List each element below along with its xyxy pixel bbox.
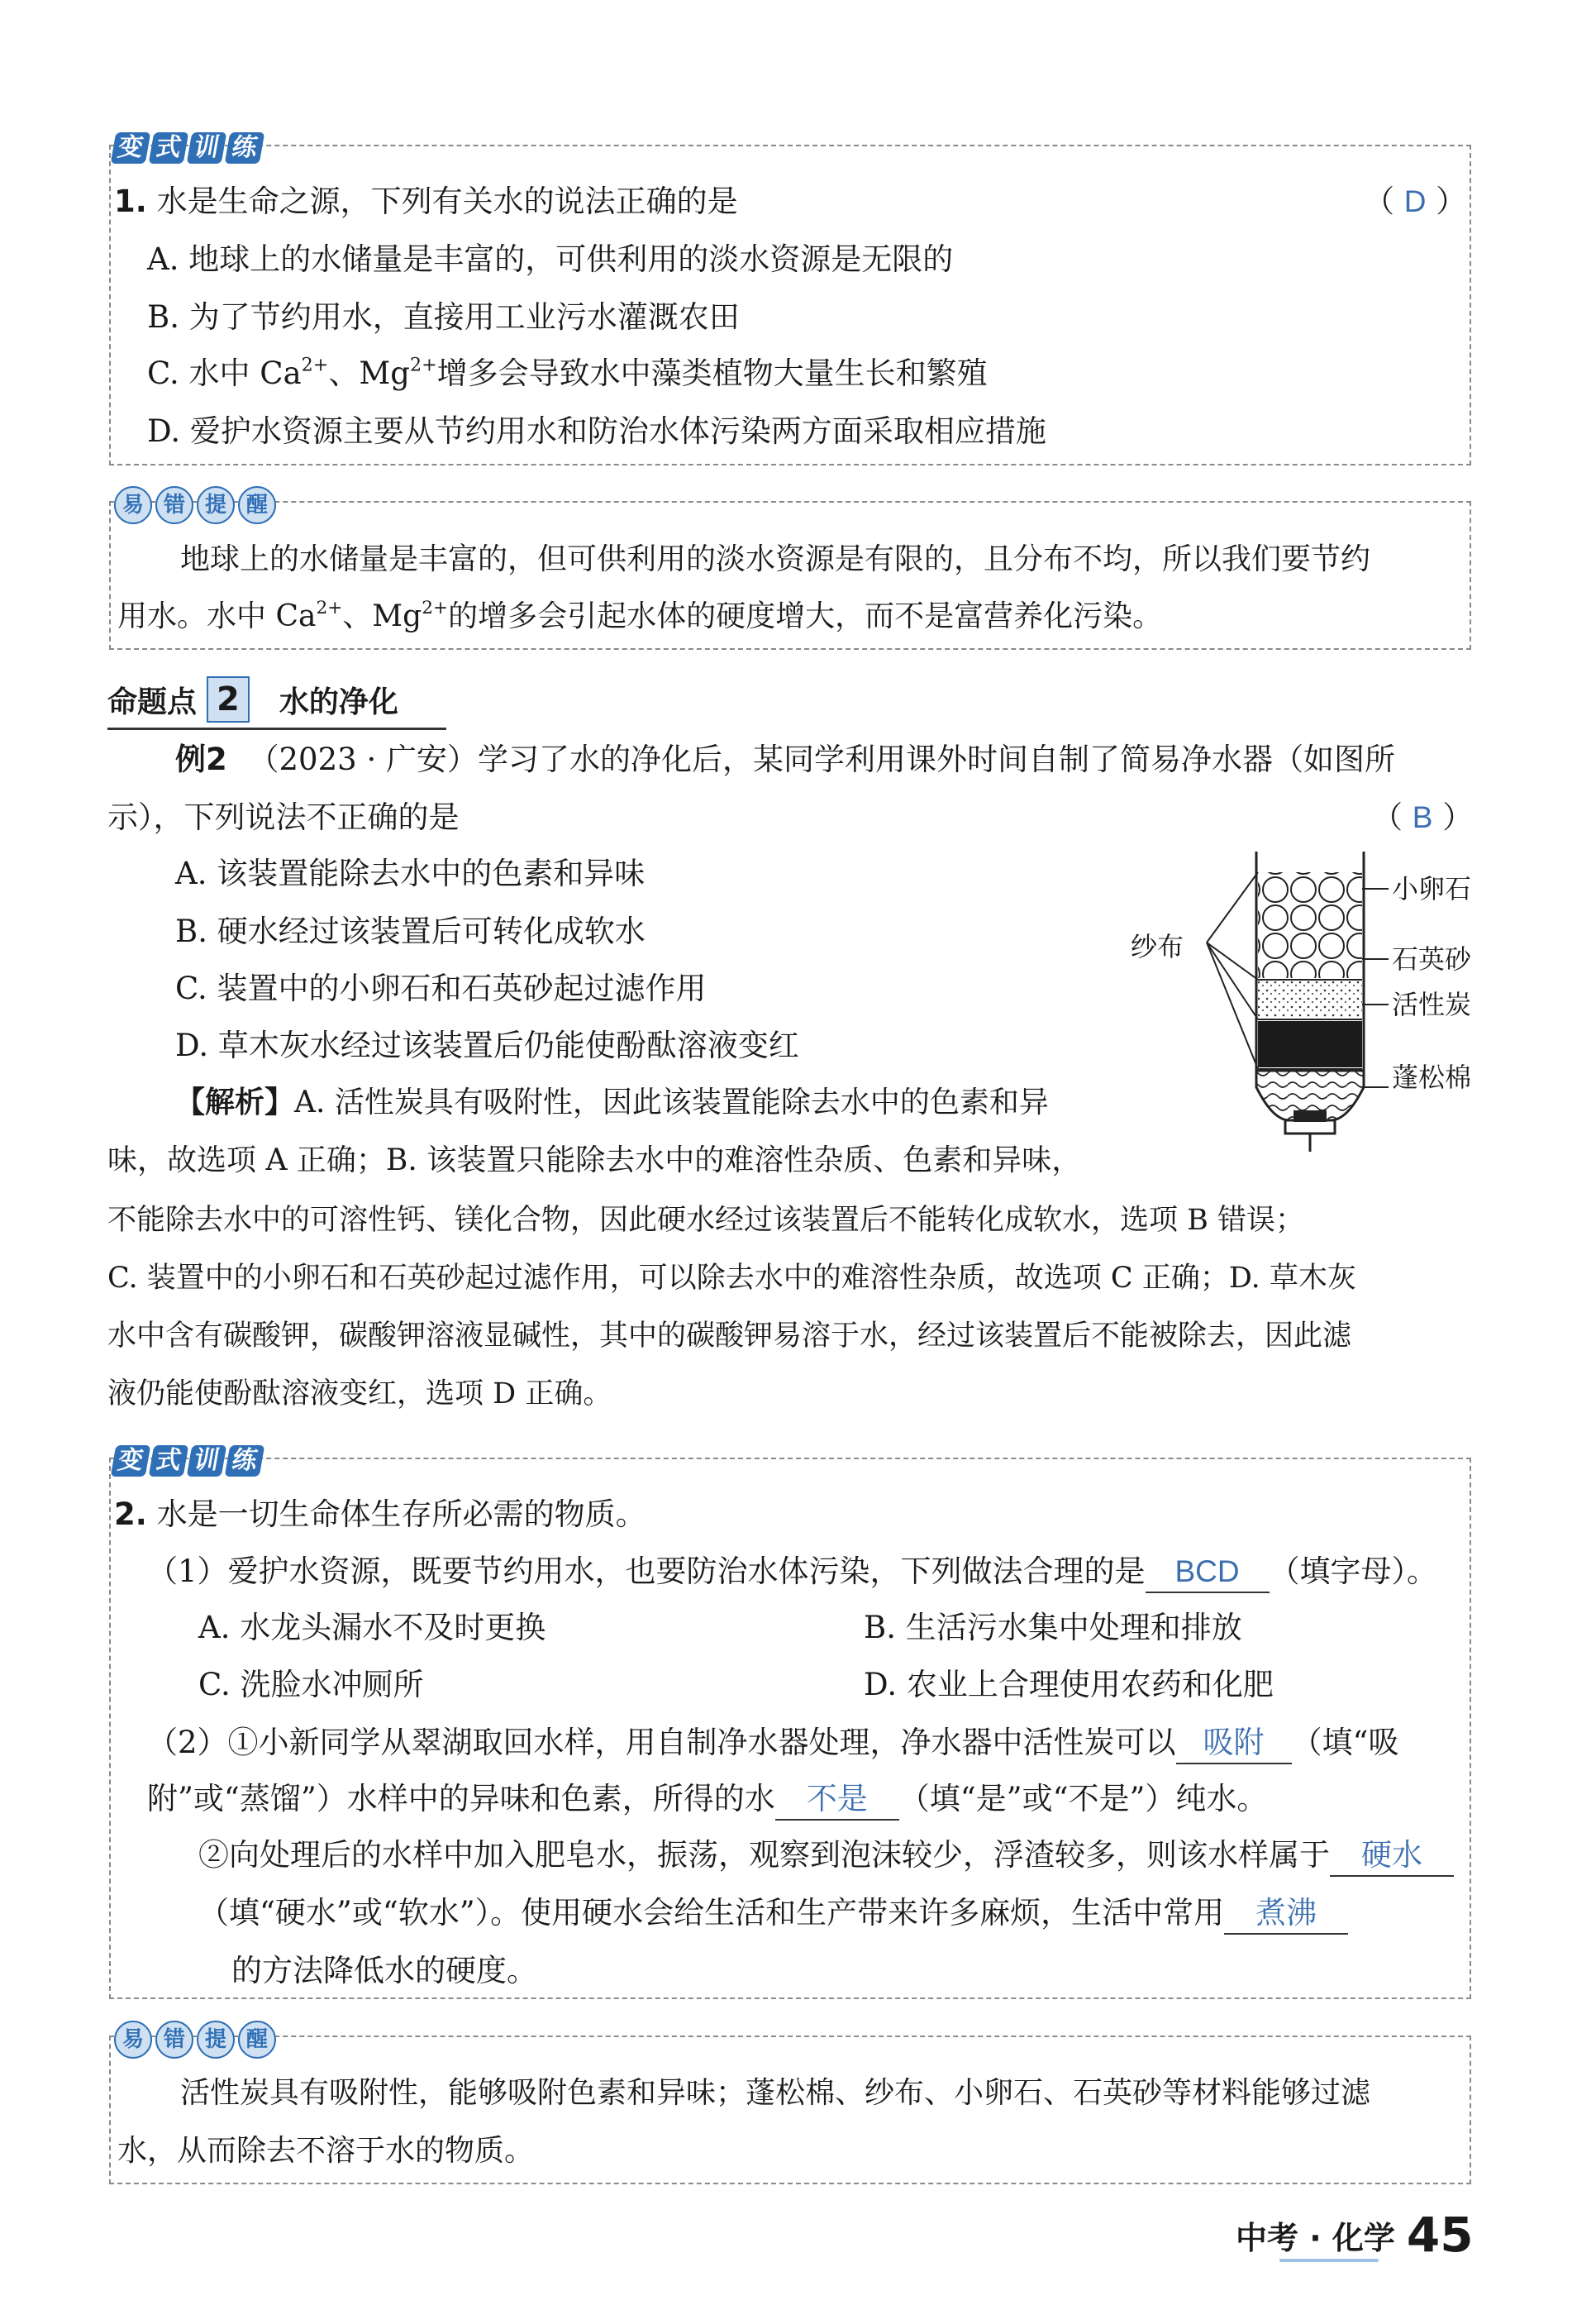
q1-stem-text: 水是生命之源，下列有关水的说法正确的是	[156, 184, 738, 219]
footer-underline	[1279, 2259, 1379, 2262]
tip-char: 醒	[238, 2021, 276, 2059]
example2-answer-paren	[1372, 798, 1473, 838]
q1-stem	[114, 182, 738, 222]
text: 增多会导致水中藻类植物大量生长和繁殖	[436, 356, 988, 391]
tip-char: 易	[114, 2021, 152, 2059]
example2-option-c: C. 装置中的小卵石和石英砂起过滤作用	[175, 971, 707, 1006]
text: （填“是”或“不是”）纯水。	[898, 1781, 1268, 1816]
q2-p1-answer: BCD	[1146, 1552, 1270, 1593]
text: ②向处理后的水样中加入肥皂水，振荡，观察到泡沫较少，浮渣较多，则该水样属于	[198, 1837, 1330, 1873]
sup: 2+	[316, 597, 343, 618]
q2-option-b: B. 生活污水集中处理和排放	[864, 1610, 1242, 1645]
text: 、Mg	[342, 599, 422, 633]
example2-option-b: B. 硬水经过该装置后可转化成软水	[175, 914, 646, 949]
paren-close: ）	[1436, 184, 1467, 219]
page-number: 45	[1406, 2207, 1474, 2263]
tag-char: 式	[149, 132, 189, 164]
example-label: 例2	[175, 742, 227, 777]
q1-option-a: A. 地球上的水储量是丰富的，可供利用的淡水资源是无限的	[147, 241, 954, 277]
q2-number: 2.	[114, 1496, 147, 1532]
example2-option-a: A. 该装置能除去水中的色素和异味	[175, 856, 646, 891]
text: （1）爱护水资源，既要节约用水，也要防治水体污染，下列做法合理的是	[147, 1554, 1146, 1589]
q2-part2-line4	[198, 1893, 1348, 1935]
example2-stem-line2: 示），下列说法不正确的是	[107, 799, 460, 835]
text: 附”或“蒸馏”）水样中的异味和色素，所得的水	[147, 1781, 775, 1816]
label-cotton: 蓬松棉	[1392, 1062, 1472, 1093]
tip1-line1: 地球上的水储量是丰富的，但可供利用的淡水资源是有限的，且分布不均，所以我们要节约	[180, 542, 1371, 576]
q2-option-d: D. 农业上合理使用农药和化肥	[864, 1667, 1274, 1702]
text: （填“吸	[1291, 1725, 1399, 1760]
q2-part1	[147, 1552, 1437, 1593]
analysis-label: 【解析】	[175, 1086, 295, 1119]
analysis-line1	[175, 1083, 1049, 1123]
text: 学习了水的净化后，某同学利用课外时间自制了简易净水器（如图所	[477, 742, 1395, 777]
section-number: 2	[207, 676, 250, 723]
sup: 2+	[301, 354, 329, 376]
section-underline	[107, 728, 446, 730]
q2-answer-adsorb: 吸附	[1176, 1723, 1292, 1764]
analysis-line4: C. 装置中的小卵石和石英砂起过滤作用，可以除去水中的难溶性杂质，故选项 C 正确；D. 草木灰	[107, 1262, 1356, 1295]
practice-tag-2	[113, 1445, 262, 1477]
paren-open: （	[1372, 799, 1403, 835]
analysis-line6: 液仍能使酚酞溶液变红，选项 D 正确。	[107, 1377, 612, 1410]
text: C. 水中 Ca	[147, 356, 302, 391]
label-carbon: 活性炭	[1392, 989, 1472, 1020]
text: A. 活性炭具有吸附性，因此该装置能除去水中的色素和异	[294, 1086, 1049, 1119]
q1-option-d: D. 爱护水资源主要从节约用水和防治水体污染两方面采取相应措施	[147, 413, 1046, 449]
tip-char: 提	[197, 2021, 235, 2059]
footer	[1236, 2207, 1474, 2263]
q1-answer-paren	[1364, 182, 1466, 222]
analysis-line5: 水中含有碳酸钾，碳酸钾溶液显碱性，其中的碳酸钾易溶于水，经过该装置后不能被除去，因此滤	[107, 1320, 1352, 1353]
tip-tag-1	[114, 486, 276, 524]
q1-number: 1.	[114, 184, 147, 219]
tag-char: 训	[187, 1445, 227, 1477]
q1-answer: D	[1403, 184, 1427, 218]
tip-char: 醒	[238, 486, 276, 524]
text: 的增多会引起水体的硬度增大，而不是富营养化污染。	[448, 599, 1163, 633]
paren-open: （	[1364, 184, 1394, 219]
paren-close: ）	[1442, 799, 1474, 835]
tag-char: 变	[111, 132, 151, 164]
tip-char: 提	[197, 486, 235, 524]
example-source: （2023 · 广安）	[248, 742, 478, 777]
text: 、Mg	[328, 356, 410, 391]
practice-tag-1	[113, 132, 262, 164]
label-pebble: 小卵石	[1392, 873, 1472, 904]
tip2-line2: 水，从而除去不溶于水的物质。	[117, 2134, 535, 2168]
tag-char: 训	[187, 132, 227, 164]
section-title: 水的净化	[279, 685, 398, 719]
tip-char: 易	[114, 486, 152, 524]
tag-char: 练	[225, 132, 265, 164]
example2-stem-line1	[175, 740, 1395, 780]
q2-part2-line2	[147, 1779, 1267, 1821]
tag-char: 变	[111, 1445, 151, 1477]
tip1-line2	[117, 597, 1162, 637]
text: 用水。水中 Ca	[117, 599, 317, 633]
q2-stem-text: 水是一切生命体生存所必需的物质。	[156, 1496, 646, 1532]
text: （填“硬水”或“软水”）。使用硬水会给生活和生产带来许多麻烦，生活中常用	[198, 1895, 1225, 1931]
section-heading	[107, 676, 398, 723]
text: （2）①小新同学从翠湖取回水样，用自制净水器处理，净水器中活性炭可以	[147, 1725, 1176, 1760]
q2-part2-line1	[147, 1723, 1398, 1764]
label-quartz: 石英砂	[1392, 943, 1472, 975]
example2-option-d: D. 草木灰水经过该装置后仍能使酚酞溶液变红	[175, 1028, 799, 1063]
q2-stem	[114, 1495, 646, 1534]
tip-char: 错	[155, 2021, 193, 2059]
tip-tag-2	[114, 2021, 276, 2059]
sup: 2+	[422, 597, 449, 618]
q2-option-a: A. 水龙头漏水不及时更换	[198, 1610, 546, 1645]
footer-subject: 中考 · 化学	[1236, 2220, 1395, 2256]
q2-answer-not: 不是	[775, 1779, 899, 1821]
tip-char: 错	[155, 486, 193, 524]
sup: 2+	[409, 354, 437, 376]
q1-option-b: B. 为了节约用水，直接用工业污水灌溉农田	[147, 299, 740, 335]
label-gauze: 纱布	[1131, 931, 1184, 962]
q2-answer-boil: 煮沸	[1224, 1893, 1348, 1935]
tip2-line1: 活性炭具有吸附性，能够吸附色素和异味；蓬松棉、纱布、小卵石、石英砂等材料能够过滤	[180, 2076, 1371, 2110]
q2-part2-line5: 的方法降低水的硬度。	[231, 1953, 537, 1988]
analysis-line3: 不能除去水中的可溶性钙、镁化合物，因此硬水经过该装置后不能转化成软水，选项 B 错误；	[107, 1204, 1304, 1237]
section-label: 命题点	[107, 685, 198, 719]
tag-char: 练	[225, 1445, 265, 1477]
q2-part2-line3	[198, 1835, 1454, 1877]
q2-option-c: C. 洗脸水冲厕所	[198, 1667, 424, 1702]
example2-answer: B	[1412, 800, 1433, 834]
analysis-line2: 味，故选项 A 正确；B. 该装置只能除去水中的难溶性杂质、色素和异味，	[107, 1143, 1082, 1177]
q2-answer-hard-water: 硬水	[1330, 1835, 1454, 1877]
tag-char: 式	[149, 1445, 189, 1477]
text: （填字母）。	[1269, 1554, 1438, 1589]
q1-option-c	[147, 354, 988, 394]
